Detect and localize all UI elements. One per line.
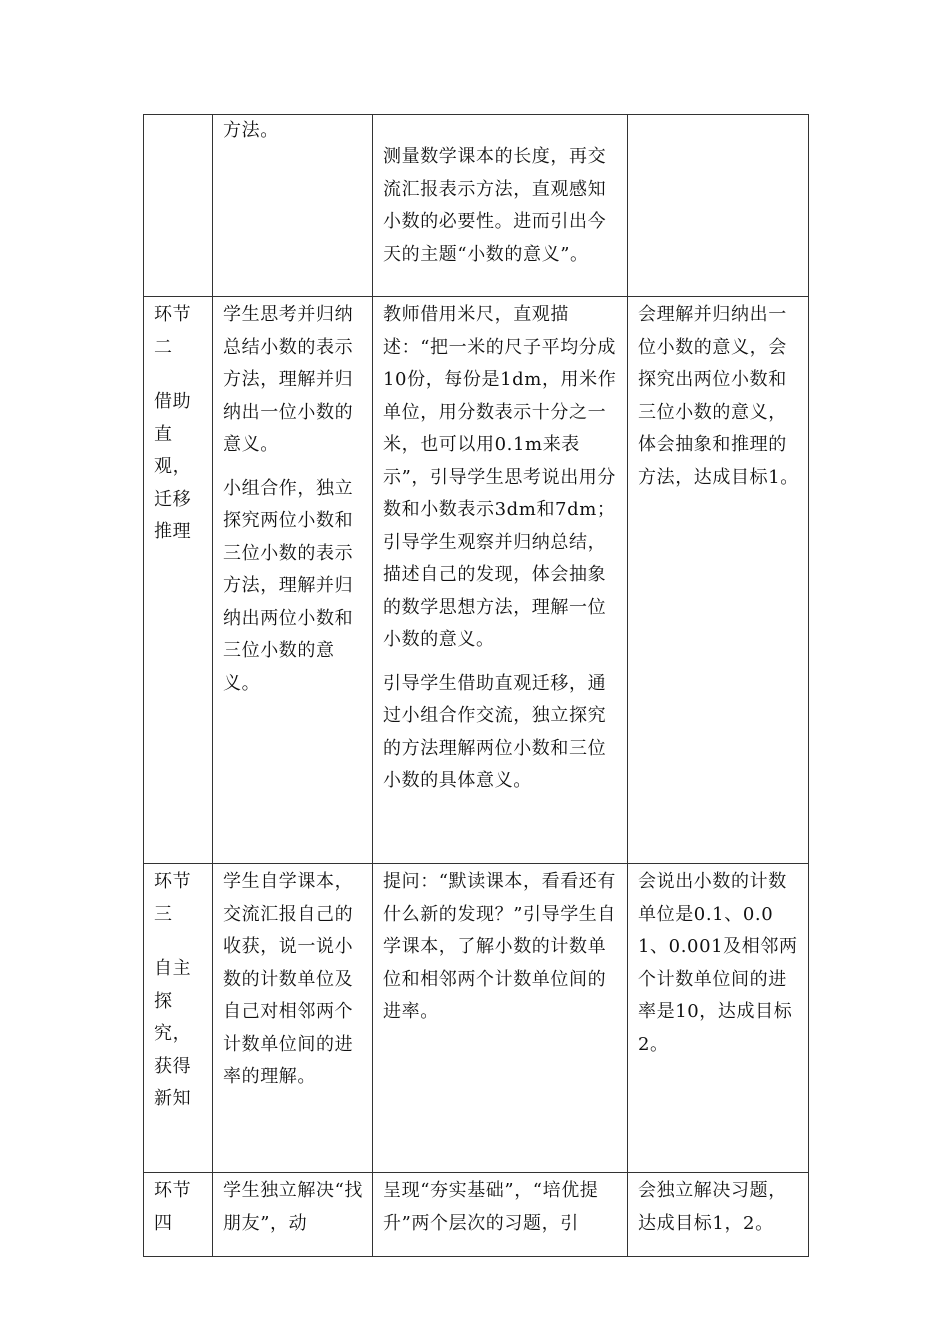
teacher-activity-cell [373, 1173, 628, 1257]
student-activity-text: 小组合作，独立探究两位小数和三位小数的表示方法，理解并归纳出两位小数和三位小数的意义。 [223, 477, 354, 694]
stage-label: 环节四 [154, 1180, 192, 1234]
stage-title: 自主探究，获得新知 [154, 958, 192, 1109]
teacher-activity-cell [373, 297, 628, 864]
student-activity-cell [213, 1173, 373, 1257]
stage-label: 环节三 [154, 871, 192, 925]
student-activity-text: 学生思考并归纳总结小数的表示方法，理解并归纳出一位小数的意义。 [223, 304, 354, 455]
stage-cell [144, 1173, 213, 1257]
teacher-activity-text: 呈现“夯实基础”，“培优提升”两个层次的习题，引 [383, 1180, 599, 1234]
teacher-activity-text: 测量数学课本的长度，再交流汇报表示方法，直观感知小数的必要性。进而引出今天的主题“小数的意义”。 [383, 146, 607, 265]
student-activity-cell [213, 115, 373, 297]
lesson-plan-table [143, 114, 809, 1257]
table-row [144, 864, 809, 1173]
goal-text: 会说出小数的计数单位是0.1、0.01、0.001及相邻两个计数单位间的进率是10，达成目标2。 [638, 871, 798, 1055]
table-row [144, 1173, 809, 1257]
table-row [144, 297, 809, 864]
goal-text: 会理解并归纳出一位小数的意义，会探究出两位小数和三位小数的意义，体会抽象和推理的方法，达成目标1。 [638, 304, 799, 488]
teacher-activity-text: 教师借用米尺，直观描述：“把一米的尺子平均分成10份，每份是1dm，用米作单位，用分数表示十分之一米，也可以用0.1m来表示”，引导学生思考说出用分数和小数表示3dm和7dm；引导学生观察并归纳总结，描述自己的发现，体会抽象的数学思想方法，理解一位小数的意义。 [383, 304, 617, 650]
student-activity-text: 学生自学课本，交流汇报自己的收获，说一说小数的计数单位及自己对相邻两个计数单位间的进率的理解。 [223, 871, 354, 1087]
teacher-activity-text: 提问：“默读课本，看看还有什么新的发现？”引导学生自学课本，了解小数的计数单位和相邻两个计数单位间的进率。 [383, 871, 617, 1022]
goal-text: 会独立解决习题，达成目标1，2。 [638, 1180, 787, 1234]
teacher-activity-cell [373, 864, 628, 1173]
stage-cell [144, 115, 213, 297]
student-activity-cell [213, 297, 373, 864]
teacher-activity-cell [373, 115, 628, 297]
goal-cell [628, 115, 809, 297]
table-row [144, 115, 809, 297]
goal-cell [628, 1173, 809, 1257]
goal-cell [628, 864, 809, 1173]
stage-title: 借助直观，迁移推理 [154, 391, 192, 542]
stage-cell [144, 297, 213, 864]
stage-cell [144, 864, 213, 1173]
student-activity-text: 学生独立解决“找朋友”，动 [223, 1180, 364, 1234]
stage-label: 环节二 [154, 304, 192, 358]
student-activity-cell [213, 864, 373, 1173]
teacher-activity-text: 引导学生借助直观迁移，通过小组合作交流，独立探究的方法理解两位小数和三位小数的具体意义。 [383, 672, 607, 791]
student-activity-text: 方法。 [223, 120, 279, 141]
goal-cell [628, 297, 809, 864]
